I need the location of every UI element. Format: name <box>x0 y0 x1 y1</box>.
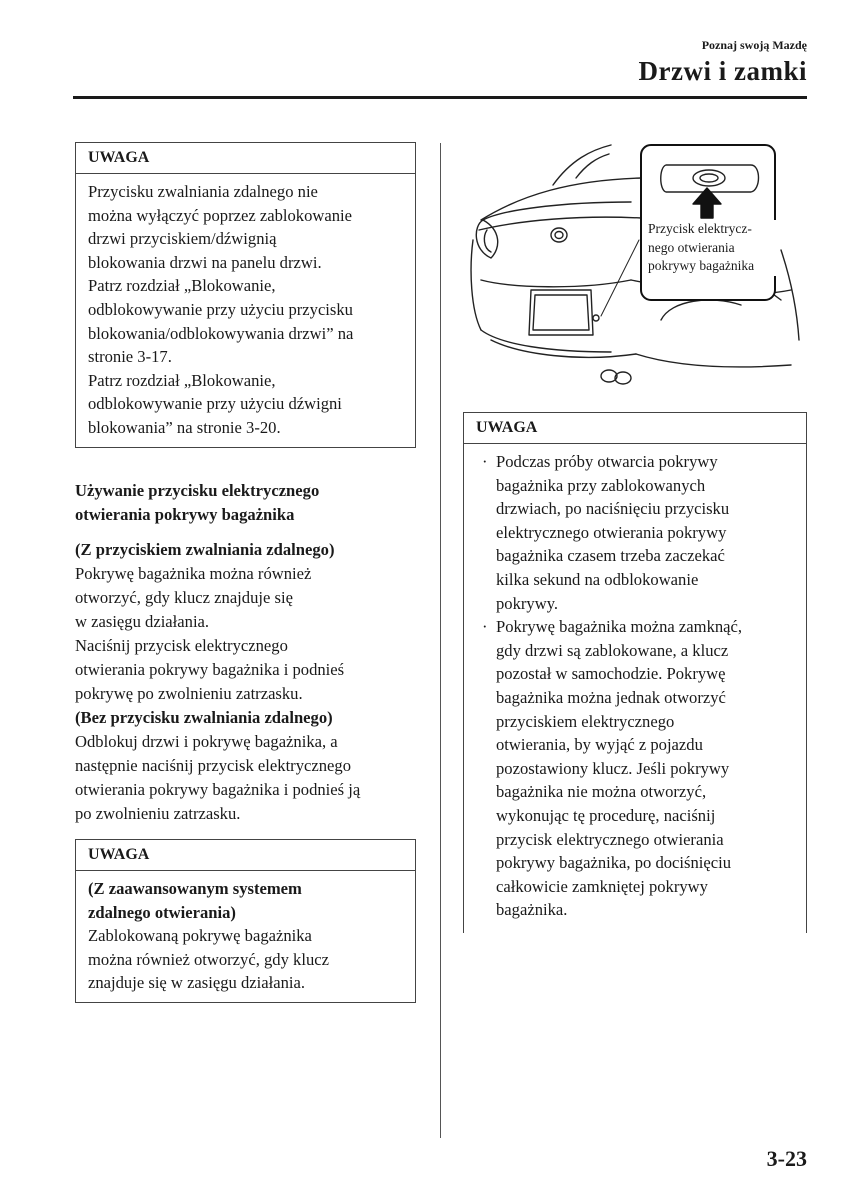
text-line: następnie naciśnij przycisk elektrycznego <box>75 756 351 775</box>
warning-box-trunk-lock <box>463 412 807 933</box>
text-line: otwierania, by wyjąć z pojazdu <box>496 735 703 755</box>
warning-heading: UWAGA <box>76 840 415 871</box>
text-line: pokrywy bagażnika, po dociśnięciu <box>496 853 732 873</box>
text-line: znajduje się w zasięgu działania. <box>88 973 306 993</box>
section-heading <box>75 479 425 527</box>
text-line: pozostawiony klucz. Jeśli pokrywy <box>496 758 730 778</box>
text-line: elektrycznego otwierania pokrywy <box>496 522 727 542</box>
text-line: Zablokowaną pokrywę bagażnika <box>88 926 312 946</box>
text-line: blokowania” na stronie 3-20. <box>88 417 281 437</box>
text-line: Odblokuj drzwi i pokrywę bagażnika, a <box>75 732 338 751</box>
text-line: · Podczas próby otwarcia pokrywy <box>496 452 718 471</box>
text-line: Patrz rozdział „Blokowanie, <box>88 370 276 390</box>
text-line: bagażnika nie można otworzyć, <box>496 782 707 802</box>
callout-label <box>648 220 776 276</box>
text-line: pozostał w samochodzie. Pokrywę <box>496 664 726 684</box>
callout-line: Przycisk elektrycz- <box>648 221 752 236</box>
text-line: otworzyć, gdy klucz znajduje się <box>75 588 293 607</box>
warning-box-remote-release <box>75 142 416 448</box>
car-rear-illustration <box>461 140 805 406</box>
warning-heading: UWAGA <box>464 413 806 444</box>
text-line: w zasięgu działania. <box>75 612 210 631</box>
header-rule <box>73 96 807 99</box>
warning-body <box>464 444 806 922</box>
warning-heading: UWAGA <box>76 143 415 174</box>
text-line: · Pokrywę bagażnika można zamknąć, <box>496 617 743 637</box>
text-line: Pokrywę bagażnika można również <box>75 564 312 583</box>
text-line: (Z zaawansowanym systemem <box>88 879 302 898</box>
page-title: Drzwi i zamki <box>638 56 807 86</box>
text-line: można również otworzyć, gdy klucz <box>88 949 329 969</box>
text-line: całkowicie zamkniętej pokrywy <box>496 876 708 896</box>
text-line: bagażnika czasem trzeba zaczekać <box>496 546 725 566</box>
text-line: blokowania/odblokowywania drzwi” na <box>88 323 354 343</box>
text-line: kilka sekund na odblokowanie <box>496 569 699 589</box>
text-line: drzwiach, po naciśnięciu przycisku <box>496 499 730 519</box>
warning-body <box>76 871 415 1003</box>
text-line: po zwolnieniu zatrzasku. <box>75 804 241 823</box>
text-line: stronie 3-17. <box>88 347 172 367</box>
text-line: odblokowywanie przy użyciu dźwigni <box>88 394 342 414</box>
callout-line: nego otwierania <box>648 239 735 255</box>
warning-body <box>76 174 415 448</box>
text-line: pokrywę po zwolnieniu zatrzasku. <box>75 684 303 703</box>
paragraph-with-remote <box>75 562 425 706</box>
text-line: bagażnika można jednak otworzyć <box>496 687 726 707</box>
heading-line: Używanie przycisku elektrycznego <box>75 481 320 500</box>
subheading-with-remote: (Z przyciskiem zwalniania zdalnego) <box>75 540 335 559</box>
text-line: otwierania pokrywy bagażnika i podnieś <box>75 660 345 679</box>
callout-line: pokrywy bagażnika <box>648 258 755 273</box>
bullet-item <box>482 615 800 922</box>
page-number: 3-23 <box>766 1146 807 1171</box>
text-line: blokowania drzwi na panelu drzwi. <box>88 252 322 272</box>
text-line: bagażnika przy zablokowanych <box>496 475 706 495</box>
subheading-without-remote: (Bez przycisku zwalniania zdalnego) <box>75 708 333 727</box>
text-line: pokrywy. <box>496 593 559 613</box>
text-line: odblokowywanie przy użyciu przycisku <box>88 299 353 319</box>
paragraph-without-remote <box>75 730 425 826</box>
warning-box-advanced-keyless <box>75 839 416 1003</box>
section-subtitle: Poznaj swoją Mazdę <box>701 38 807 52</box>
text-line: można wyłączyć poprzez zablokowanie <box>88 205 352 225</box>
text-line: Przycisku zwalniania zdalnego nie <box>88 182 318 201</box>
usage-section <box>75 479 425 826</box>
text-line: Naciśnij przycisk elektrycznego <box>75 636 288 655</box>
text-line: drzwi przyciskiem/dźwignią <box>88 229 277 249</box>
text-line: otwierania pokrywy bagażnika i podnieś ją <box>75 780 361 799</box>
text-line: zdalnego otwierania) <box>88 902 236 922</box>
column-divider <box>440 143 441 1138</box>
text-line: wykonując tę procedurę, naciśnij <box>496 805 716 825</box>
text-line: przyciskiem elektrycznego <box>496 711 675 731</box>
text-line: Patrz rozdział „Blokowanie, <box>88 276 276 296</box>
text-line: gdy drzwi są zablokowane, a klucz <box>496 640 729 660</box>
heading-line: otwierania pokrywy bagażnika <box>75 505 295 524</box>
text-line: bagażnika. <box>496 900 568 920</box>
bullet-item <box>482 450 800 615</box>
warning-subheading <box>88 877 403 924</box>
text-line: przycisk elektrycznego otwierania <box>496 829 724 849</box>
